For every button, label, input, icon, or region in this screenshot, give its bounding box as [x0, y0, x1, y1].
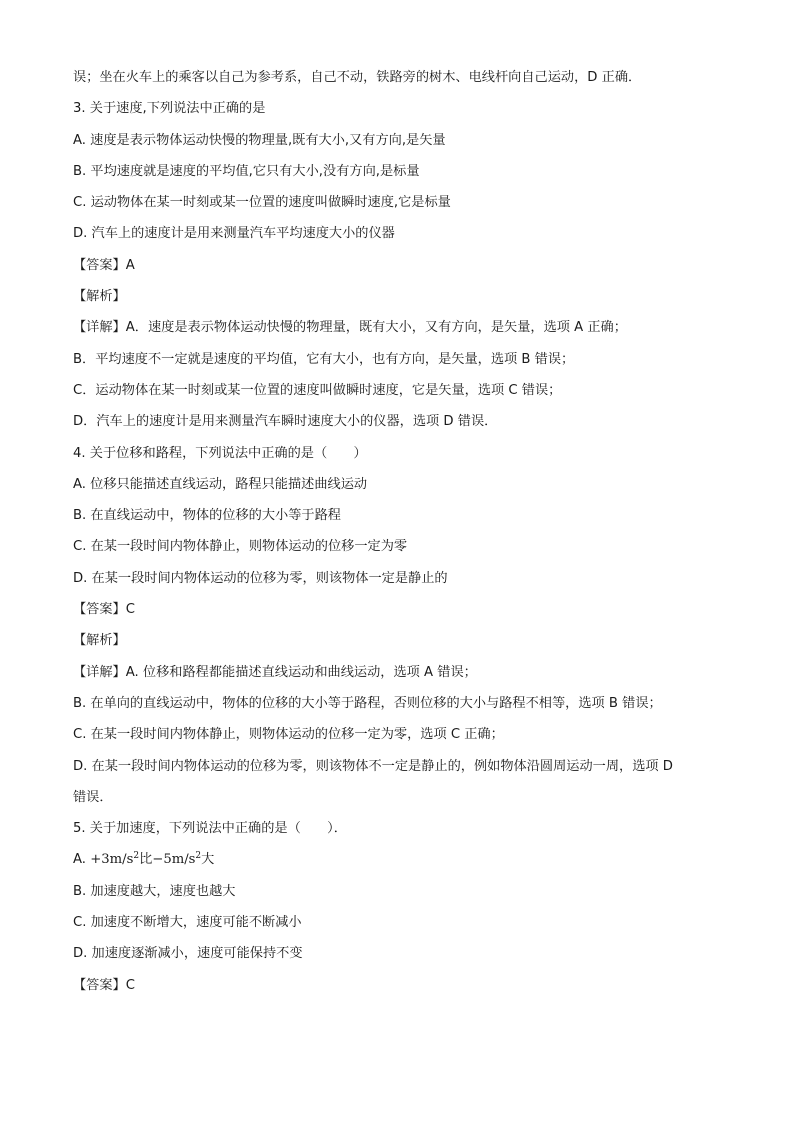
question-5-option-c: C. 加速度不断增大，速度可能不断减小 — [73, 915, 302, 931]
math-value-a: +3m/s — [90, 852, 134, 868]
question-3-detail-a: 【详解】A．速度是表示物体运动快慢的物理量，既有大小，又有方向，是矢量，选项 A 正确； — [73, 320, 627, 336]
question-3-detail-b: B．平均速度不一定就是速度的平均值，它有大小，也有方向，是矢量，选项 B 错误； — [73, 351, 575, 367]
question-3-detail-d: D．汽车上的速度计是用来测量汽车瞬时速度大小的仪器，选项 D 错误． — [73, 414, 498, 430]
question-4-option-b: B. 在直线运动中，物体的位移的大小等于路程 — [73, 508, 341, 524]
question-4-option-c: C. 在某一段时间内物体静止，则物体运动的位移一定为零 — [73, 539, 408, 555]
question-3-option-b: B. 平均速度就是速度的平均值,它只有大小,没有方向,是标量 — [73, 163, 420, 179]
question-4-detail-d-continued: 错误． — [73, 789, 113, 805]
comparison-word: 比 — [139, 852, 153, 868]
document-page — [73, 62, 723, 1001]
question-5-option-d: D. 加速度逐渐减小，速度可能保持不变 — [73, 946, 303, 962]
question-4-detail-a: 【详解】A. 位移和路程都能描述直线运动和曲线运动，选项 A 错误； — [73, 664, 477, 680]
question-4-detail-b: B. 在单向的直线运动中，物体的位移的大小等于路程，否则位移的大小与路程不相等，选项 B 错误； — [73, 695, 662, 711]
question-4-analysis-heading: 【解析】 — [73, 633, 126, 649]
math-value-b: −5m/s — [152, 852, 196, 868]
question-4-answer: 【答案】C — [73, 602, 135, 618]
question-3-option-a: A. 速度是表示物体运动快慢的物理量,既有大小,又有方向,是矢量 — [73, 132, 446, 148]
question-3-option-d: D. 汽车上的速度计是用来测量汽车平均速度大小的仪器 — [73, 226, 395, 242]
question-4-detail-d: D. 在某一段时间内物体运动的位移为零，则该物体不一定是静止的，例如物体沿圆周运动一周，选项 D — [73, 758, 673, 774]
comparison-suffix: 大 — [201, 852, 215, 868]
option-label: A. — [73, 852, 91, 868]
question-3-answer: 【答案】A — [73, 257, 135, 273]
question-4-option-a: A. 位移只能描述直线运动，路程只能描述曲线运动 — [73, 476, 368, 492]
question-4-option-d: D. 在某一段时间内物体运动的位移为零，则该物体一定是静止的 — [73, 570, 448, 586]
question-5-option-b: B. 加速度越大，速度也越大 — [73, 883, 236, 899]
question-3-stem: 3. 关于速度,下列说法中正确的是 — [73, 101, 266, 117]
question-4-detail-c: C. 在某一段时间内物体静止，则物体运动的位移一定为零，选项 C 正确； — [73, 727, 504, 743]
exponent: 2 — [195, 851, 202, 862]
question-5-stem: 5. 关于加速度，下列说法中正确的是（ ）． — [73, 821, 347, 837]
question-3-option-c: C. 运动物体在某一时刻或某一位置的速度叫做瞬时速度,它是标量 — [73, 195, 451, 211]
question-5-answer: 【答案】C — [73, 977, 135, 993]
question-3-detail-c: C．运动物体在某一时刻或某一位置的速度叫做瞬时速度，它是矢量，选项 C 错误； — [73, 382, 562, 398]
question-3-analysis-heading: 【解析】 — [73, 289, 126, 305]
question-4-stem: 4. 关于位移和路程，下列说法中正确的是（ ） — [73, 445, 367, 461]
question-5-option-a — [73, 844, 723, 875]
text-line: 误；坐在火车上的乘客以自己为参考系，自己不动，铁路旁的树木、电线杆向自己运动，D 正确． — [73, 70, 642, 85]
exponent: 2 — [133, 851, 140, 862]
